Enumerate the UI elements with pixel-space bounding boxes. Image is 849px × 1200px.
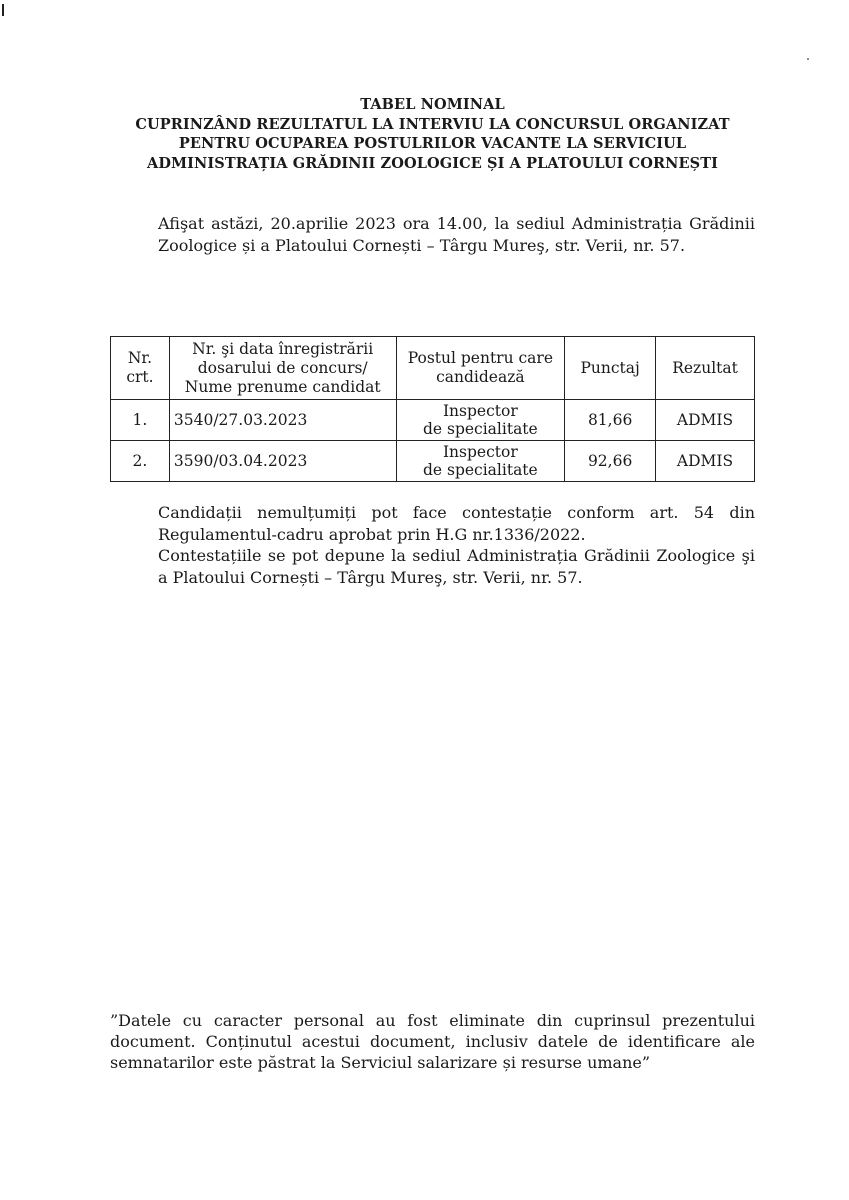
title-line-4: ADMINISTRAȚIA GRĂDINII ZOOLOGICE ȘI A PLATOULUI CORNEȘTI: [147, 154, 718, 172]
row-result: ADMIS: [656, 400, 755, 441]
scan-edge-mark: [2, 4, 4, 16]
scan-dust-dot: [807, 58, 809, 60]
row-position-line1: Inspector: [442, 443, 518, 461]
header-dossier: Nr. şi data înregistrării dosarului de concurs/ Nume prenume candidat: [169, 337, 396, 400]
appeal-paragraph-1: Candidații nemulțumiți pot face contestație conform art. 54 din Regulamentul-cadru aprobat prin H.G nr.1336/2022.: [158, 503, 755, 544]
title-line-2: CUPRINZÂND REZULTATUL LA INTERVIU LA CONCURSUL ORGANIZAT: [135, 115, 730, 133]
row-nr: 2.: [111, 441, 170, 482]
posted-notice: [110, 213, 755, 256]
results-table: [110, 336, 755, 482]
row-score: 81,66: [565, 400, 656, 441]
row-position: [396, 441, 565, 482]
row-position-line1: Inspector: [442, 402, 518, 420]
row-position: [396, 400, 565, 441]
table-header-row: [111, 337, 755, 400]
row-score: 92,66: [565, 441, 656, 482]
row-position-line2: de specialitate: [422, 461, 538, 479]
header-nr: Nr. crt.: [111, 337, 170, 400]
appeal-section: [110, 502, 755, 588]
title-line-3: PENTRU OCUPAREA POSTULRILOR VACANTE LA SERVICIUL: [178, 135, 687, 152]
header-result: Rezultat: [656, 337, 755, 400]
row-dossier: 3540/27.03.2023: [169, 400, 396, 441]
row-position-line2: de specialitate: [422, 420, 538, 438]
personal-data-note: ”Datele cu caracter personal au fost eliminate din cuprinsul prezentului document. Conținutul acestui document, inclusiv datele de identificare ale semnatarilor este păstrat la Serviciul salarizare și resurse umane”: [110, 1011, 755, 1072]
document-title: [60, 95, 805, 173]
title-line-1: TABEL NOMINAL: [360, 96, 505, 113]
header-position: Postul pentru care candidează: [396, 337, 565, 400]
posted-notice-text: Afişat astăzi, 20.aprilie 2023 ora 14.00, la sediul Administrația Grădinii Zoologice și a Platoului Cornești – Târgu Mureş, str. Verii, nr. 57.: [158, 214, 755, 255]
row-nr: 1.: [111, 400, 170, 441]
row-dossier: 3590/03.04.2023: [169, 441, 396, 482]
appeal-paragraph-2: Contestațiile se pot depune la sediul Administrația Grădinii Zoologice şi a Platoului Cornești – Târgu Mureş, str. Verii, nr. 57.: [158, 546, 755, 587]
table-row: [111, 441, 755, 482]
row-result: ADMIS: [656, 441, 755, 482]
table-row: [111, 400, 755, 441]
header-score: Punctaj: [565, 337, 656, 400]
